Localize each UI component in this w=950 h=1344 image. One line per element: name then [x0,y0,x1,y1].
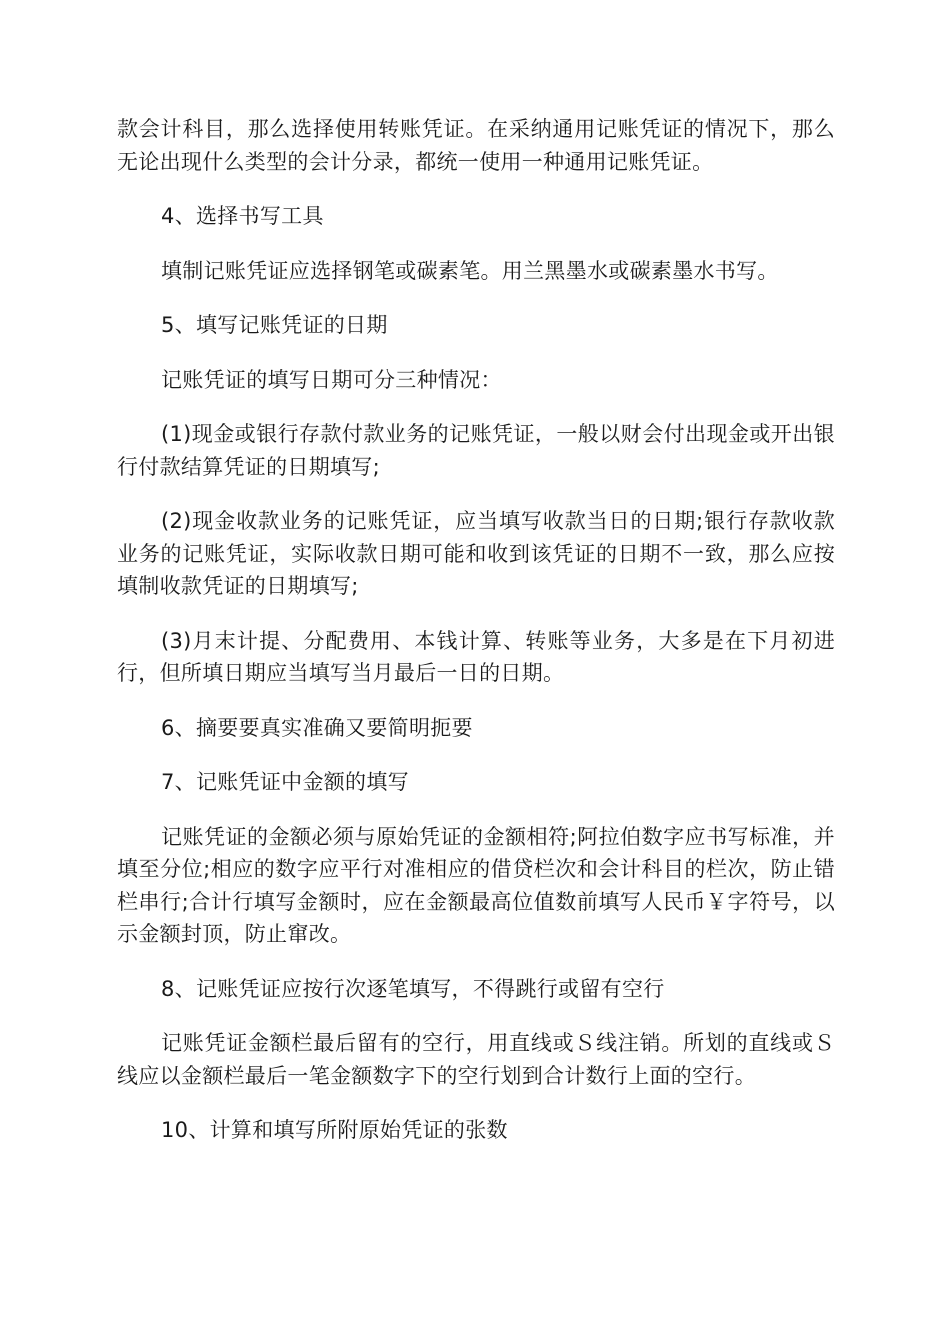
list-item-date-1: (1)现金或银行存款付款业务的记账凭证，一般以财会付出现金或开出银行付款结算凭证的日期填写; [117,422,835,479]
heading-6-summary: 6、摘要要真实准确又要简明扼要 [161,715,473,740]
heading-10-attachments: 10、计算和填写所附原始凭证的张数 [161,1118,508,1142]
paragraph-continuation: 款会计科目，那么选择使用转账凭证。在采纳通用记账凭证的情况下，那么无论出现什么类型的会计分录，都统一使用一种通用记账凭证。 [117,117,835,174]
list-item-date-3: (3)月末计提、分配费用、本钱计算、转账等业务，大多是在下月初进行，但所填日期应当填写当月最后一日的日期。 [117,628,835,685]
heading-4-writing-tools: 4、选择书写工具 [161,204,324,228]
heading-7-amount: 7、记账凭证中金额的填写 [161,770,409,794]
heading-5-voucher-date: 5、填写记账凭证的日期 [161,313,388,337]
paragraph-writing-tools: 填制记账凭证应选择钢笔或碳素笔。用兰黑墨水或碳素墨水书写。 [161,258,779,283]
paragraph-date-intro: 记账凭证的填写日期可分三种情况： [161,367,502,392]
document-body [117,113,835,1169]
paragraph-rows: 记账凭证金额栏最后留有的空行，用直线或Ｓ线注销。所划的直线或Ｓ线应以金额栏最后一笔金额数字下的空行划到合计数行上面的空行。 [117,1031,835,1088]
list-item-date-2: (2)现金收款业务的记账凭证，应当填写收款当日的日期;银行存款收款业务的记账凭证，实际收款日期可能和收到该凭证的日期不一致，那么应按填制收款凭证的日期填写; [117,509,835,598]
paragraph-amount: 记账凭证的金额必须与原始凭证的金额相符;阿拉伯数字应书写标准，并填至分位;相应的数字应平行对准相应的借贷栏次和会计科目的栏次，防止错栏串行;合计行填写金额时，应在金额最高位值数前填写人民币￥字符号，以示金额封顶，防止窜改。 [117,824,835,946]
heading-8-rows: 8、记账凭证应按行次逐笔填写，不得跳行或留有空行 [161,976,665,1001]
